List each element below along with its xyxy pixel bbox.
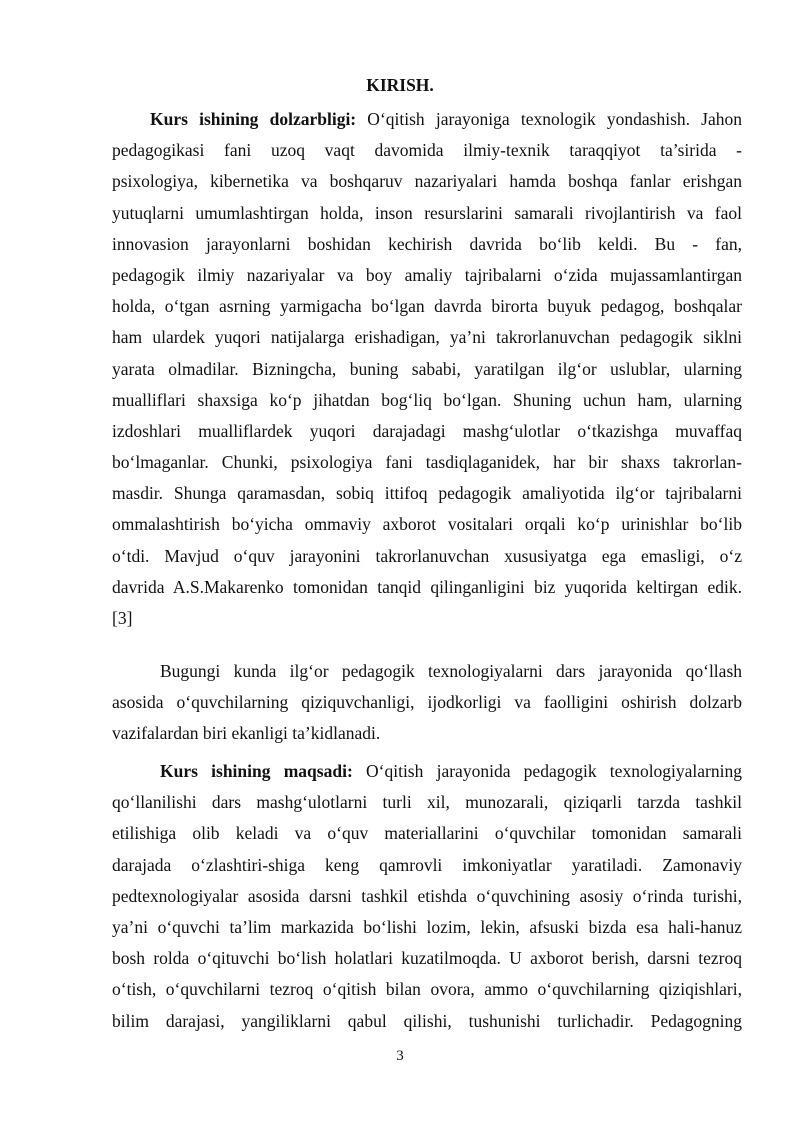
paragraph-line: ham ulardek yuqori natijalarga erishadigan, ya’ni takrorlanuvchan pedagogik siklni bbox=[112, 327, 742, 348]
paragraph-line: masdir. Shunga qaramasdan, sobiq ittifoq pedagogik amaliyotida ilg‘or tajribalarni bbox=[112, 483, 742, 504]
citation: [3] bbox=[112, 608, 133, 628]
paragraph-line: holda, o‘tgan asrning yarmigacha bo‘lgan davrda birorta buyuk pedagog, boshqalar bbox=[112, 296, 742, 317]
goal-heading: Kurs ishining maqsadi: bbox=[160, 761, 353, 781]
paragraph-line: izdoshlari mualliflardek yuqori darajadagi mashg‘ulotlar o‘tkazishga muvaffaq bbox=[112, 420, 742, 441]
paragraph-line: bilim darajasi, yangiliklarni qabul qilishi, tushunishi turlichadir. Pedagogning bbox=[112, 1010, 742, 1031]
paragraph-line: asosida o‘quvchilarning qiziquvchanligi, ijodkorligi va faolligini oshirish dolzarb bbox=[112, 692, 742, 713]
paragraph-today bbox=[112, 656, 742, 750]
paragraph-line: pedagogik ilmiy nazariyalar va boy amaliy tajribalarni o‘zida mujassamlantirgan bbox=[112, 264, 742, 285]
paragraph-line: davrida A.S.Makarenko tomonidan tanqid qilinganligini biz yuqorida keltirgan edik. bbox=[112, 576, 742, 597]
paragraph-line: vazifalardan biri ekanligi ta’kidlanadi. bbox=[112, 723, 381, 744]
paragraph-line: o‘tish, o‘quvchilarni tezroq o‘qitish bilan ovora, ammo o‘quvchilarning qiziqishlari, bbox=[112, 979, 742, 1000]
paragraph-relevance bbox=[112, 104, 742, 634]
paragraph-goal bbox=[112, 756, 742, 1037]
paragraph-line: ya’ni o‘quvchi ta’lim markazida bo‘lishi lozim, lekin, afsuski bizda esa hali-hanuz bbox=[112, 916, 742, 937]
paragraph-line: bo‘lmaganlar. Chunki, psixologiya fani tasdiqlaganidek, har bir shaxs takrorlan- bbox=[112, 452, 742, 473]
paragraph-line: bosh rolda o‘qituvchi bo‘lish holatlari kuzatilmoqda. U axborot berish, darsni tezroq bbox=[112, 948, 742, 969]
paragraph-line: Kurs ishining dolzarbligi: O‘qitish jarayoniga texnologik yondashish. Jahon bbox=[150, 109, 742, 129]
paragraph-line: darajada o‘zlashtiri-shiga keng qamrovli imkoniyatlar yaratiladi. Zamonaviy bbox=[112, 854, 742, 875]
paragraph-line: yutuqlarni umumlashtirgan holda, inson resurslarini samarali rivojlantirish va faol bbox=[112, 202, 742, 223]
page-number: 3 bbox=[396, 1048, 404, 1064]
paragraph-line: o‘tdi. Mavjud o‘quv jarayonini takrorlanuvchan xususiyatga ega emasligi, o‘z bbox=[112, 545, 742, 566]
paragraph-line: Kurs ishining maqsadi: O‘qitish jarayonida pedagogik texnologiyalarning bbox=[160, 761, 743, 781]
paragraph-line: pedtexnologiyalar asosida darsni tashkil etishda o‘quvchining asosiy o‘rinda turishi, bbox=[112, 885, 742, 906]
paragraph-line: etilishiga olib keladi va o‘quv materiallarini o‘quvchilar tomonidan samarali bbox=[112, 823, 742, 844]
page-title: KIRISH. bbox=[366, 75, 434, 95]
paragraph-line: mualliflari shaxsiga ko‘p jihatdan bog‘liq bo‘lgan. Shuning uchun ham, ularning bbox=[112, 389, 742, 410]
paragraph-line: Bugungi kunda ilg‘or pedagogik texnologiyalarni dars jarayonida qo‘llash bbox=[160, 661, 742, 681]
relevance-heading: Kurs ishining dolzarbligi: bbox=[150, 109, 357, 129]
paragraph-line: innovasion jarayonlarni boshidan kechirish davrida bo‘lib keldi. Bu - fan, bbox=[112, 233, 742, 254]
paragraph-line: ommalashtirish bo‘yicha ommaviy axborot vositalari orqali ko‘p urinishlar bo‘lib bbox=[112, 514, 742, 535]
paragraph-line: psixologiya, kibernetika va boshqaruv nazariyalari hamda boshqa fanlar erishgan bbox=[112, 171, 742, 192]
paragraph-line: yarata olmadilar. Bizningcha, buning sababi, yaratilgan ilg‘or uslublar, ularning bbox=[112, 358, 742, 379]
paragraph-line: pedagogikasi fani uzoq vaqt davomida ilmiy-texnik taraqqiyot ta’sirida - bbox=[112, 140, 742, 161]
paragraph-line: qo‘llanilishi dars mashg‘ulotlarni turli xil, munozarali, qiziqarli tarzda tashkil bbox=[112, 792, 742, 813]
